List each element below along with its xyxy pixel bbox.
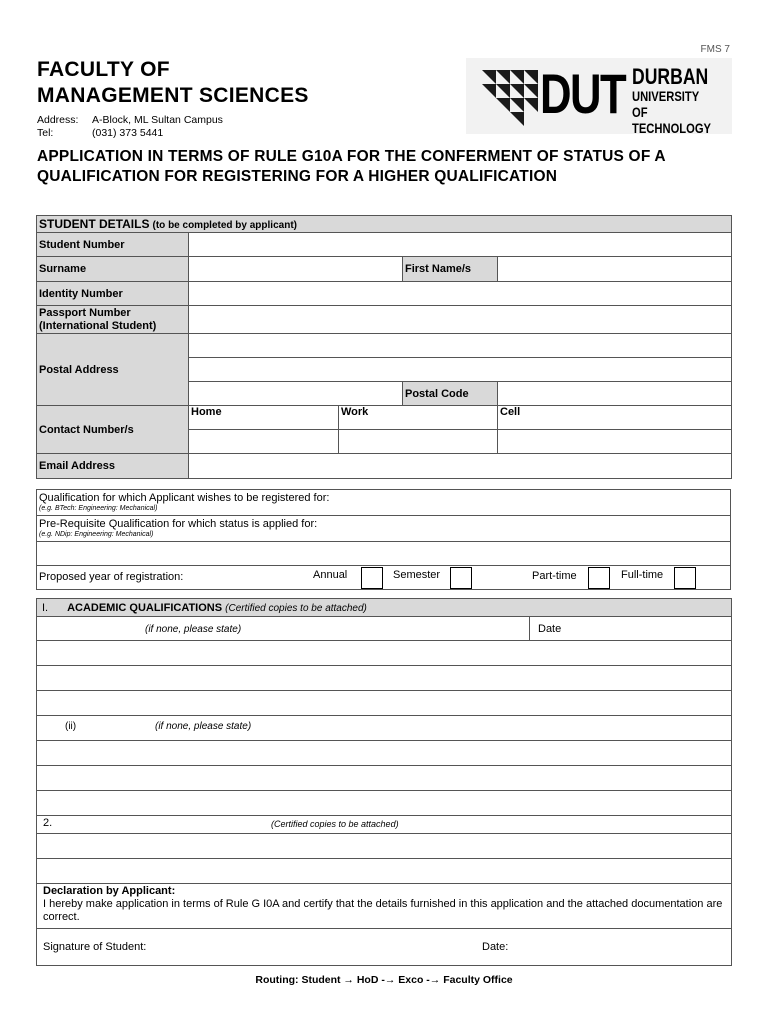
faculty-title [37,57,309,109]
full-time-label: Full-time [621,569,664,581]
academic-row-6[interactable] [37,791,732,816]
postal-address-label: Postal Address [37,334,189,406]
identity-number-field[interactable] [189,282,732,306]
academic-row-4[interactable] [37,741,732,766]
student-details-note: (to be completed by applicant) [152,220,297,231]
academic-qualifications-table [36,598,732,966]
surname-field[interactable] [189,257,403,282]
contact-numbers-label: Contact Number/s [37,406,189,454]
prereq-qualification-example: (e.g. NDip: Engineering: Mechanical) [39,530,154,538]
section-2-certified: (Certified copies to be attached) [271,819,399,829]
email-label: Email Address [37,454,189,479]
declaration-text: I hereby make application in terms of Rule G I0A and certify that the details furnished in this application and the attached documentation are correct. [43,898,723,923]
academic-note: (Certified copies to be attached) [225,602,367,614]
declaration-cell [37,884,732,929]
academic-number: I. [42,601,49,614]
postal-address-line-1[interactable] [189,334,732,358]
registration-year-label: Proposed year of registration: [39,571,184,583]
surname-label: Surname [37,257,189,282]
academic-if-none-2: (if none, please state) [155,721,252,732]
academic-if-none: (if none, please state) [145,623,242,635]
qualification-table [36,489,731,590]
postal-address-line-3[interactable] [189,382,403,406]
passport-number-label: Passport Number (International Student) [37,306,189,334]
dut-name-line-1: DURBAN [632,64,709,89]
academic-row-5[interactable] [37,766,732,791]
academic-title: ACADEMIC QUALIFICATIONS [67,601,223,614]
student-details-title: STUDENT DETAILS [39,217,150,231]
address-label: Address: [37,114,79,126]
first-names-field[interactable] [498,257,732,282]
academic-sub-ii-label: (ii) [65,721,77,732]
dut-name [632,66,732,136]
section-2-row-2[interactable] [37,859,732,884]
signature-row[interactable] [37,929,732,966]
email-field[interactable] [189,454,732,479]
dut-logo [466,58,732,134]
student-number-field[interactable] [189,233,732,257]
academic-row-2[interactable] [37,666,732,691]
section-2-row[interactable] [37,816,732,834]
academic-sub-ii-row[interactable] [37,716,732,741]
dut-name-line-3: TECHNOLOGY [632,120,712,136]
academic-row-3[interactable] [37,691,732,716]
address-block [37,114,223,140]
qualification-blank-row[interactable] [37,542,731,566]
faculty-line-2: MANAGEMENT SCIENCES [37,84,309,107]
annual-checkbox[interactable] [361,567,383,589]
postal-code-label: Postal Code [403,382,498,406]
prereq-qualification-cell[interactable] [37,516,731,542]
annual-label: Annual [313,569,348,581]
academic-heading [37,599,732,617]
academic-date-label: Date [530,617,732,641]
home-label: Home [189,406,339,430]
student-details-table [36,215,732,479]
address-value: A-Block, ML Sultan Campus [92,114,223,126]
section-2-number: 2. [43,817,53,829]
part-time-label: Part-time [532,570,577,582]
passport-number-field[interactable] [189,306,732,334]
home-number-field[interactable] [189,430,339,454]
student-number-label: Student Number [37,233,189,257]
part-time-checkbox[interactable] [588,567,610,589]
section-2-row-1[interactable] [37,834,732,859]
work-number-field[interactable] [339,430,498,454]
declaration-date-label: Date: [482,941,509,953]
academic-row-1[interactable] [37,641,732,666]
routing-footer: Routing: Student → HoD -→ Exco -→ Faculty Office [255,974,513,986]
cell-number-field[interactable] [498,430,732,454]
first-names-label: First Name/s [403,257,498,282]
form-title: APPLICATION IN TERMS OF RULE G10A FOR THE CONFERMENT OF STATUS OF A QUALIFICATION FOR REGISTERING FOR A HIGHER QUALIFICATION [37,148,666,185]
form-code: FMS 7 [700,44,730,55]
faculty-line-1: FACULTY OF [37,58,170,81]
full-time-checkbox[interactable] [674,567,696,589]
signature-label: Signature of Student: [43,941,147,953]
qualification-wish-example: (e.g. BTech: Engineering: Mechanical) [39,504,158,512]
student-details-heading [37,216,732,233]
semester-label: Semester [393,569,441,581]
identity-number-label: Identity Number [37,282,189,306]
qualification-wish-cell[interactable] [37,490,731,516]
postal-address-line-2[interactable] [189,358,732,382]
postal-code-field[interactable] [498,382,732,406]
dut-name-line-2: UNIVERSITY OF [632,88,700,120]
qualification-wish-label: Qualification for which Applicant wishes to be registered for: [39,491,330,504]
work-label: Work [339,406,498,430]
dut-mark: DUT [540,62,626,125]
semester-checkbox[interactable] [450,567,472,589]
registration-year-row [37,566,731,590]
tel-value: (031) 373 5441 [92,127,164,139]
academic-if-none-cell[interactable] [37,617,530,641]
tel-label: Tel: [37,127,54,139]
prereq-qualification-label: Pre-Requisite Qualification for which status is applied for: [39,517,318,530]
declaration-heading: Declaration by Applicant: [43,885,176,897]
cell-label: Cell [498,406,732,430]
